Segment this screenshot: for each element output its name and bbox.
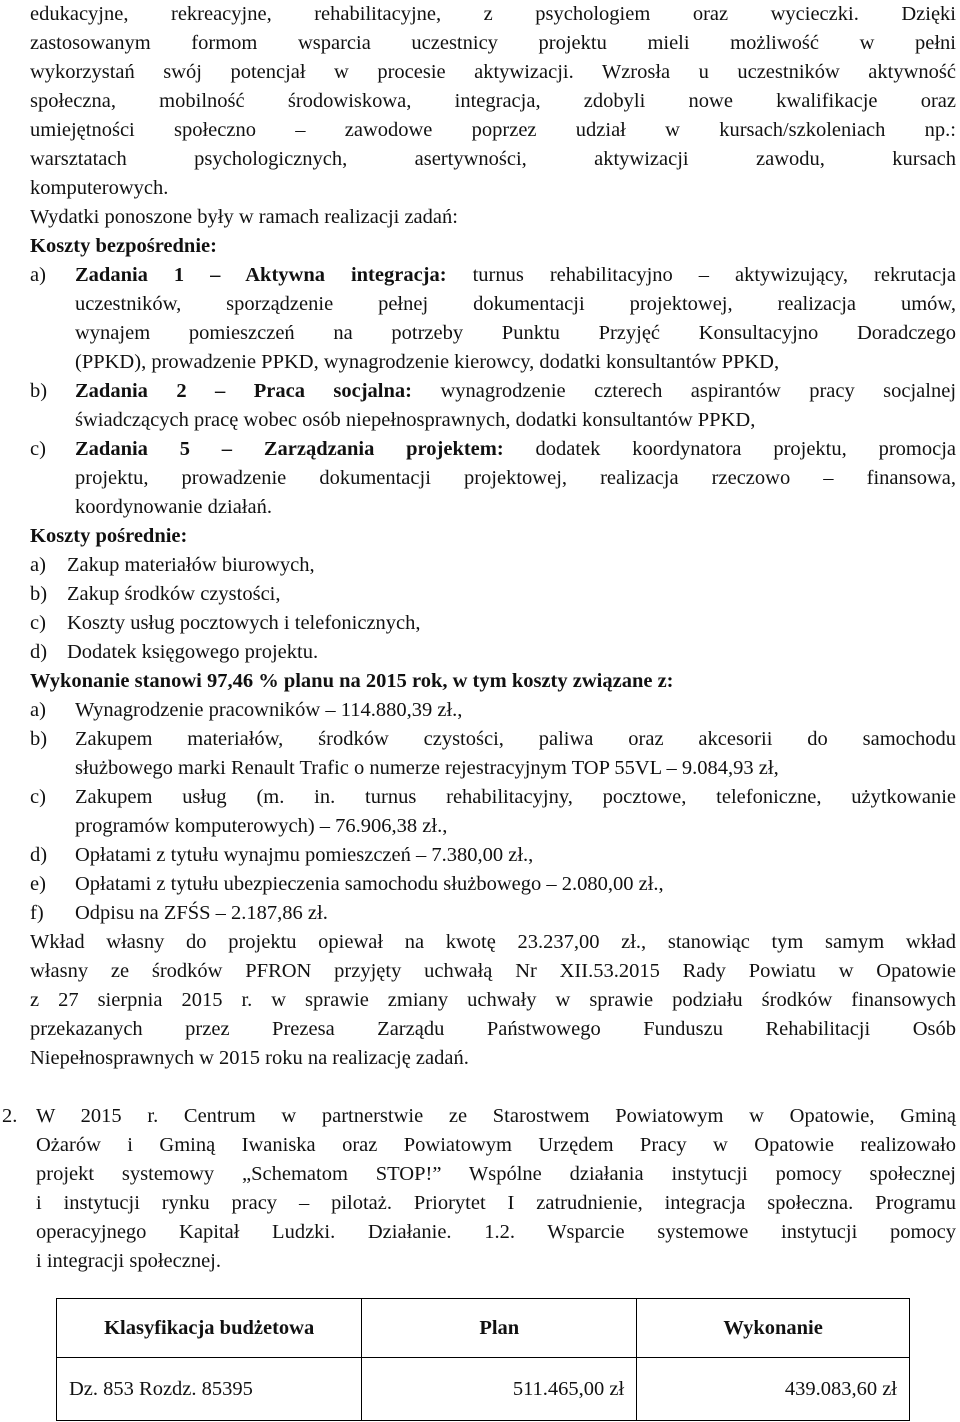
direct-costs-heading: Koszty bezpośrednie:	[30, 235, 217, 257]
list-label: c)	[30, 612, 46, 634]
table-header-row	[57, 1299, 910, 1358]
intro-line: warsztatach psychologicznych, asertywności, aktywizacji zawodu, kursach	[30, 148, 956, 170]
contribution-line: przekazanych przez Prezesa Zarządu Państwowego Funduszu Rehabilitacji Osób	[30, 1018, 956, 1040]
direct-cost-line	[75, 435, 956, 464]
execution-item: Wynagrodzenie pracowników – 114.880,39 zł.,	[75, 699, 463, 721]
direct-cost-line: (PPKD), prowadzenie PPKD, wynagrodzenie kierowcy, dodatki konsultantów PPKD,	[75, 351, 780, 373]
list-label: b)	[30, 583, 48, 605]
indirect-cost-item: Zakup środków czystości,	[67, 583, 281, 605]
indirect-cost-item: Dodatek księgowego projektu.	[67, 641, 319, 663]
section2-line: W 2015 r. Centrum w partnerstwie ze Starostwem Powiatowym w Opatowie, Gminą	[36, 1105, 956, 1127]
direct-cost-line	[75, 261, 956, 290]
expenses-intro: Wydatki ponoszone były w ramach realizacji zadań:	[30, 206, 458, 228]
section2-line: projekt systemowy „Schematom STOP!” Wspólne działania instytucji pomocy społecznej	[36, 1163, 956, 1185]
section-number: 2.	[2, 1105, 18, 1127]
indirect-cost-item: Koszty usług pocztowych i telefonicznych,	[67, 612, 421, 634]
indirect-cost-item: Zakup materiałów biurowych,	[67, 554, 315, 576]
direct-cost-line: świadczących pracę wobec osób niepełnosprawnych, dodatki konsultantów PPKD,	[75, 409, 756, 431]
section2-line: i instytucji rynku pracy – pilotaż. Priorytet I zatrudnienie, integracja społeczna. Programu	[36, 1192, 956, 1214]
task-text: turnus rehabilitacyjno – aktywizujący, rekrutacja	[472, 264, 956, 286]
cell-execution: 439.083,60 zł	[637, 1358, 910, 1421]
list-label: e)	[30, 873, 46, 895]
budget-table	[56, 1298, 910, 1421]
list-label: a)	[30, 554, 46, 576]
intro-line: wykorzystań swój potencjał w procesie aktywizacji. Wzrosła u uczestników aktywność	[30, 61, 956, 83]
list-label: c)	[30, 438, 46, 460]
intro-line: komputerowych.	[30, 177, 169, 199]
cell-plan: 511.465,00 zł	[362, 1358, 637, 1421]
indirect-costs-heading: Koszty pośrednie:	[30, 525, 188, 547]
execution-item: Zakupem materiałów, środków czystości, paliwa oraz akcesorii do samochodu	[75, 728, 956, 750]
list-label: d)	[30, 844, 48, 866]
intro-line: umiejętności społeczno – zawodowe poprzez udział w kursach/szkoleniach np.:	[30, 119, 956, 141]
direct-cost-line: uczestników, sporządzenie pełnej dokumentacji projektowej, realizacja umów,	[75, 293, 956, 315]
intro-line: społeczna, mobilność środowiskowa, integracja, zdobyli nowe kwalifikacje oraz	[30, 90, 956, 112]
section2-line: Ożarów i Gminą Iwaniska oraz Powiatowym Urzędem Pracy w Opatowie realizowało	[36, 1134, 956, 1156]
execution-item: Zakupem usług (m. in. turnus rehabilitacyjny, pocztowe, telefoniczne, użytkowanie	[75, 786, 956, 808]
list-label: b)	[30, 728, 48, 750]
list-label: c)	[30, 786, 46, 808]
direct-cost-line	[75, 377, 956, 406]
list-label: d)	[30, 641, 48, 663]
execution-heading: Wykonanie stanowi 97,46 % planu na 2015 rok, w tym koszty związane z:	[30, 670, 674, 692]
section2-line: i integracji społecznej.	[36, 1250, 221, 1272]
contribution-line: Niepełnosprawnych w 2015 roku na realizację zadań.	[30, 1047, 469, 1069]
direct-cost-line: projektu, prowadzenie dokumentacji projektowej, realizacja rzeczowo – finansowa,	[75, 467, 956, 489]
list-label: a)	[30, 699, 46, 721]
task-title: Zadania 1 – Aktywna integracja:	[75, 264, 447, 286]
column-header-plan: Plan	[362, 1299, 637, 1358]
table-row	[57, 1358, 910, 1421]
execution-item: programów komputerowych) – 76.906,38 zł.,	[75, 815, 448, 837]
column-header-execution: Wykonanie	[637, 1299, 910, 1358]
execution-item: Opłatami z tytułu ubezpieczenia samochodu służbowego – 2.080,00 zł.,	[75, 873, 664, 895]
list-label: b)	[30, 380, 48, 402]
cell-classification: Dz. 853 Rozdz. 85395	[57, 1358, 362, 1421]
execution-item: Opłatami z tytułu wynajmu pomieszczeń – 7.380,00 zł.,	[75, 844, 534, 866]
direct-cost-line: koordynowanie działań.	[75, 496, 272, 518]
list-label: f)	[30, 902, 44, 924]
task-title: Zadania 2 – Praca socjalna:	[75, 380, 412, 402]
execution-item: Odpisu na ZFŚS – 2.187,86 zł.	[75, 902, 328, 924]
contribution-line: z 27 sierpnia 2015 r. w sprawie zmiany uchwały w sprawie podziału środków finansowych	[30, 989, 956, 1011]
contribution-line: własny ze środków PFRON przyjęty uchwałą Nr XII.53.2015 Rady Powiatu w Opatowie	[30, 960, 956, 982]
list-label: a)	[30, 264, 46, 286]
contribution-line: Wkład własny do projektu opiewał na kwotę 23.237,00 zł., stanowiąc tym samym wkład	[30, 931, 956, 953]
intro-line: zastosowanym formom wsparcia uczestnicy projektu mieli możliwość w pełni	[30, 32, 956, 54]
direct-cost-line: wynajem pomieszczeń na potrzeby Punktu Przyjęć Konsultacyjno Doradczego	[75, 322, 956, 344]
task-text: dodatek koordynatora projektu, promocja	[535, 438, 956, 460]
column-header-classification: Klasyfikacja budżetowa	[57, 1299, 362, 1358]
section2-line: operacyjnego Kapitał Ludzki. Działanie. 1.2. Wsparcie systemowe instytucji pomocy	[36, 1221, 956, 1243]
task-text: wynagrodzenie czterech aspirantów pracy socjalnej	[440, 380, 957, 402]
execution-item: służbowego marki Renault Trafic o numerze rejestracyjnym TOP 55VL – 9.084,93 zł,	[75, 757, 779, 779]
task-title: Zadania 5 – Zarządzania projektem:	[75, 438, 504, 460]
intro-line: edukacyjne, rekreacyjne, rehabilitacyjne, z psychologiem oraz wycieczki. Dzięki	[30, 3, 956, 25]
